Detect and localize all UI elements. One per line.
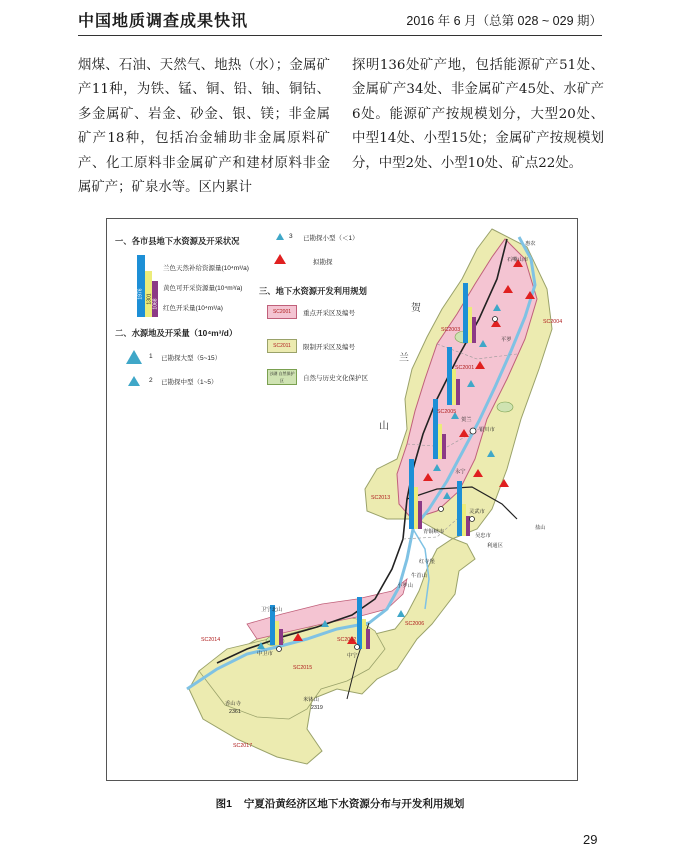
protected-area-2 xyxy=(497,402,513,412)
legend-bar-label-yellow: 黄色可开采资源量(10⁴m³/a) xyxy=(163,285,243,292)
body-paragraph-right: 探明136处矿产地，包括能源矿产51处、金属矿产34处、非金属矿产45处、水矿产6处。能源矿产按规模划分，大型20处、中型14处、小型15处；金属矿产按规模划分，中型2处、小型10处、矿点22处。 xyxy=(352,58,604,171)
legend-section3-title: 三、地下水资源开发利用规划 xyxy=(259,286,367,296)
body-column-right xyxy=(352,54,604,176)
zone-sc2003: SC2003 xyxy=(441,327,461,333)
city-shizuishan: 石嘴山市 xyxy=(507,257,529,263)
figure-caption xyxy=(0,796,680,811)
map-elev-1: 2361 xyxy=(229,709,241,715)
city-pingluo: 平罗 xyxy=(501,337,512,343)
legend-source-large-icon xyxy=(125,349,143,365)
legend-source-large-num: 1 xyxy=(149,353,153,360)
legend-bar-label-red: 红色开采量(10⁴m³/a) xyxy=(163,305,223,312)
legend-source-small-num: 3 xyxy=(289,233,293,240)
city-yinchuan: 银川市 xyxy=(479,427,495,433)
legend-protect-zone-swatch: 沙湖 自然保护区 xyxy=(267,369,297,385)
legend-section1-title: 一、各市县地下水资源及开采状况 xyxy=(115,236,240,246)
legend-limit-zone-swatch: SC2011 xyxy=(267,339,297,353)
city-zhongwei: 中卫市 xyxy=(257,651,273,657)
zone-sc2017: SC2017 xyxy=(233,743,253,749)
figure-caption-number: 图1 xyxy=(215,798,232,810)
legend-limit-zone-label: 限制开采区及编号 xyxy=(303,344,355,351)
legend-prospect-label: 拟勘探 xyxy=(313,259,333,266)
city-wuzhong: 吴忠市 xyxy=(475,533,491,539)
city-huinong: 惠农 xyxy=(525,241,536,247)
legend-key-zone-label: 重点开采区及编号 xyxy=(303,310,355,317)
legend-section2-title: 二、水源地及开采量（10⁴m³/d） xyxy=(115,328,238,338)
figure-caption-text: 宁夏沿黄经济区地下水资源分布与开发利用规划 xyxy=(243,798,465,810)
legend-protect-zone-label: 自然与历史文化保护区 xyxy=(303,375,368,382)
journal-title: 中国地质调查成果快讯 xyxy=(78,11,249,30)
map-label-shan: 山 xyxy=(379,421,389,432)
zone-sc2014: SC2014 xyxy=(201,637,221,643)
map-xiangshansi: 香山寺 xyxy=(225,701,241,707)
map-hongsibu: 红寺堡 xyxy=(419,559,435,565)
legend-bar-value-red: 1068 xyxy=(152,298,159,310)
city-zhongning: 中宁 xyxy=(347,653,358,659)
map-elev-2: 2319 xyxy=(311,705,323,711)
legend-source-large-label: 已勘探大型（5~15） xyxy=(161,355,222,362)
zone-sc2004: SC2004 xyxy=(543,319,563,325)
legend-key-zone-swatch: SC2001 xyxy=(267,305,297,319)
legend-source-medium-num: 2 xyxy=(149,377,153,384)
map-yanshan: 盐山 xyxy=(535,525,546,531)
zone-sc2015: SC2015 xyxy=(293,665,313,671)
legend-source-medium-label: 已勘探中型（1~5） xyxy=(161,379,218,386)
city-lingwu: 灵武市 xyxy=(469,509,485,515)
legend-bar-label-blue: 兰色天然补给资源量(10⁴m³/a) xyxy=(163,265,249,272)
body-column-left xyxy=(78,54,330,200)
issue-info: 2016 年 6 月（总第 028 ~ 029 期） xyxy=(406,14,602,28)
city-litong: 利通区 xyxy=(487,543,503,549)
city-helan: 贺兰 xyxy=(461,417,472,423)
legend-prospect-icon xyxy=(273,253,287,265)
figure-map xyxy=(106,218,578,781)
zone-sc2013: SC2013 xyxy=(371,495,391,501)
legend-bar-value-yellow: 1301 xyxy=(146,293,153,305)
map-miboshan: 米钵山 xyxy=(303,697,319,703)
page-header xyxy=(78,6,602,30)
legend-source-small-icon xyxy=(275,232,285,241)
city-yongning: 永宁 xyxy=(455,469,466,475)
page-number: 29 xyxy=(583,832,598,847)
zone-sc2005: SC2005 xyxy=(437,409,457,415)
city-niushoushan: 牛首山 xyxy=(411,573,427,579)
zone-sc2006: SC2006 xyxy=(405,621,425,627)
map-label-lan: 兰 xyxy=(399,353,409,364)
city-weining-beishan: 卫宁北山 xyxy=(261,607,283,613)
city-qingtongxia: 青铜峡市 xyxy=(423,529,445,535)
legend-source-medium-icon xyxy=(127,375,141,387)
city-xiaoluoshan: 小罗山 xyxy=(397,583,413,589)
legend-bar-blue xyxy=(137,255,145,317)
zone-sc2001: SC2001 xyxy=(455,365,475,371)
body-paragraph-left: 烟煤、石油、天然气、地热（水）；金属矿产11种，为铁、锰、铜、铅、铀、铜钴、多金属矿、岩金、砂金、银、镁；非金属矿产18种，包括冶金辅助非金属原料矿产、化工原料非金属矿产和建材原料非金属矿产；矿泉水等。区内累计 xyxy=(78,58,330,196)
header-rule xyxy=(78,35,602,36)
zone-sc2002: SC2002 xyxy=(337,637,357,643)
legend-source-small-label: 已勘探小型（＜1） xyxy=(303,235,359,242)
legend-bar-value-blue: 1976 xyxy=(137,288,144,300)
map-label-he: 贺 xyxy=(411,303,421,314)
